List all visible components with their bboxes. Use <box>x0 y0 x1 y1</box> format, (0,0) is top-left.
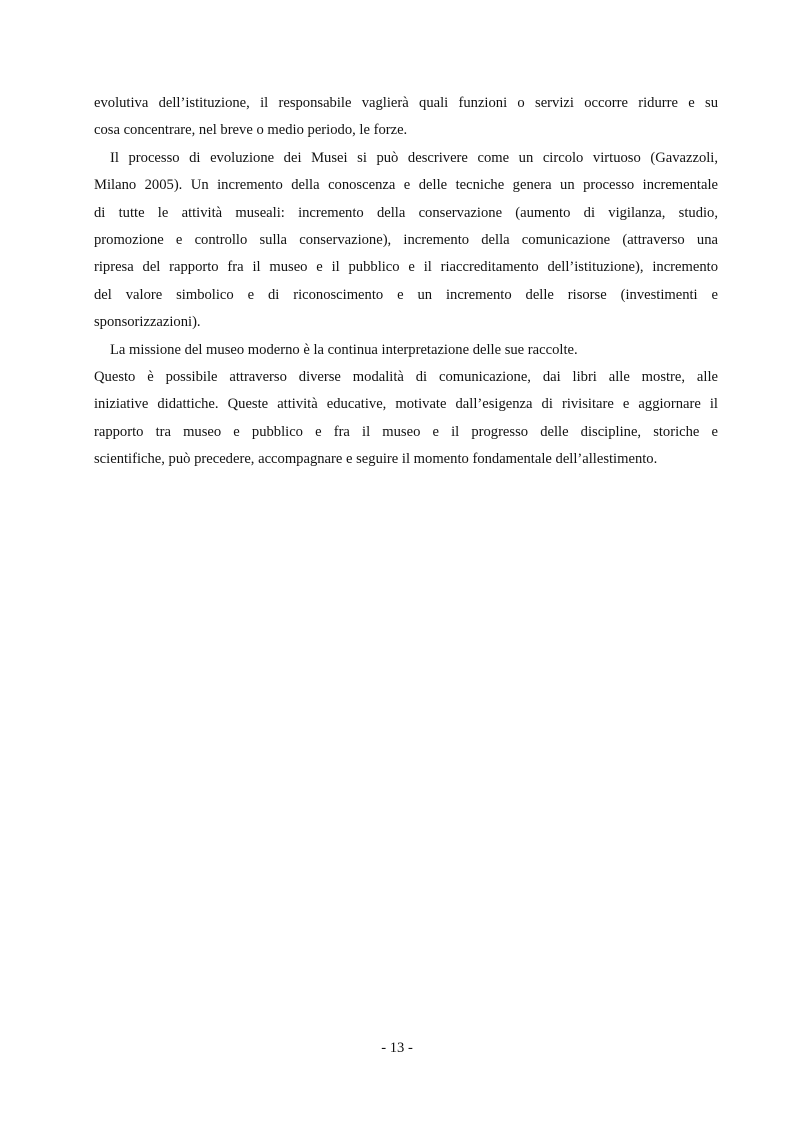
text-line: sponsorizzazioni). <box>94 314 201 331</box>
page-number: - 13 - <box>381 1040 413 1056</box>
text-line: La missione del museo moderno è la continua interpretazione delle sue raccolte. <box>110 341 578 358</box>
body-text <box>94 90 718 473</box>
text-line: scientifiche, può precedere, accompagnare e seguire il momento fondamentale dell’allestimento. <box>94 451 658 468</box>
text-line: ripresa del rapporto fra il museo e il pubblico e il riaccreditamento dell’istituzione), incremento <box>94 259 718 276</box>
text-line: Questo è possibile attraverso diverse modalità di comunicazione, dai libri alle mostre, alle <box>94 368 718 385</box>
text-line: cosa concentrare, nel breve o medio periodo, le forze. <box>94 122 408 139</box>
text-line: iniziative didattiche. Queste attività educative, motivate dall’esigenza di rivisitare e aggiornare il <box>94 396 718 413</box>
text-line: rapporto tra museo e pubblico e fra il museo e il progresso delle discipline, storiche e <box>94 423 718 440</box>
text-line: di tutte le attività museali: incremento della conservazione (aumento di vigilanza, studio, <box>94 204 718 221</box>
text-line: del valore simbolico e di riconoscimento e un incremento delle risorse (investimenti e <box>94 286 718 303</box>
text-line: Milano 2005). Un incremento della conoscenza e delle tecniche genera un processo incrementale <box>94 177 718 194</box>
text-line: evolutiva dell’istituzione, il responsabile vaglierà quali funzioni o servizi occorre ridurre e su <box>94 95 718 111</box>
text-line: Il processo di evoluzione dei Musei si può descrivere come un circolo virtuoso (Gavazzoli, <box>110 149 718 166</box>
text-line: promozione e controllo sulla conservazione), incremento della comunicazione (attraverso una <box>94 231 718 248</box>
